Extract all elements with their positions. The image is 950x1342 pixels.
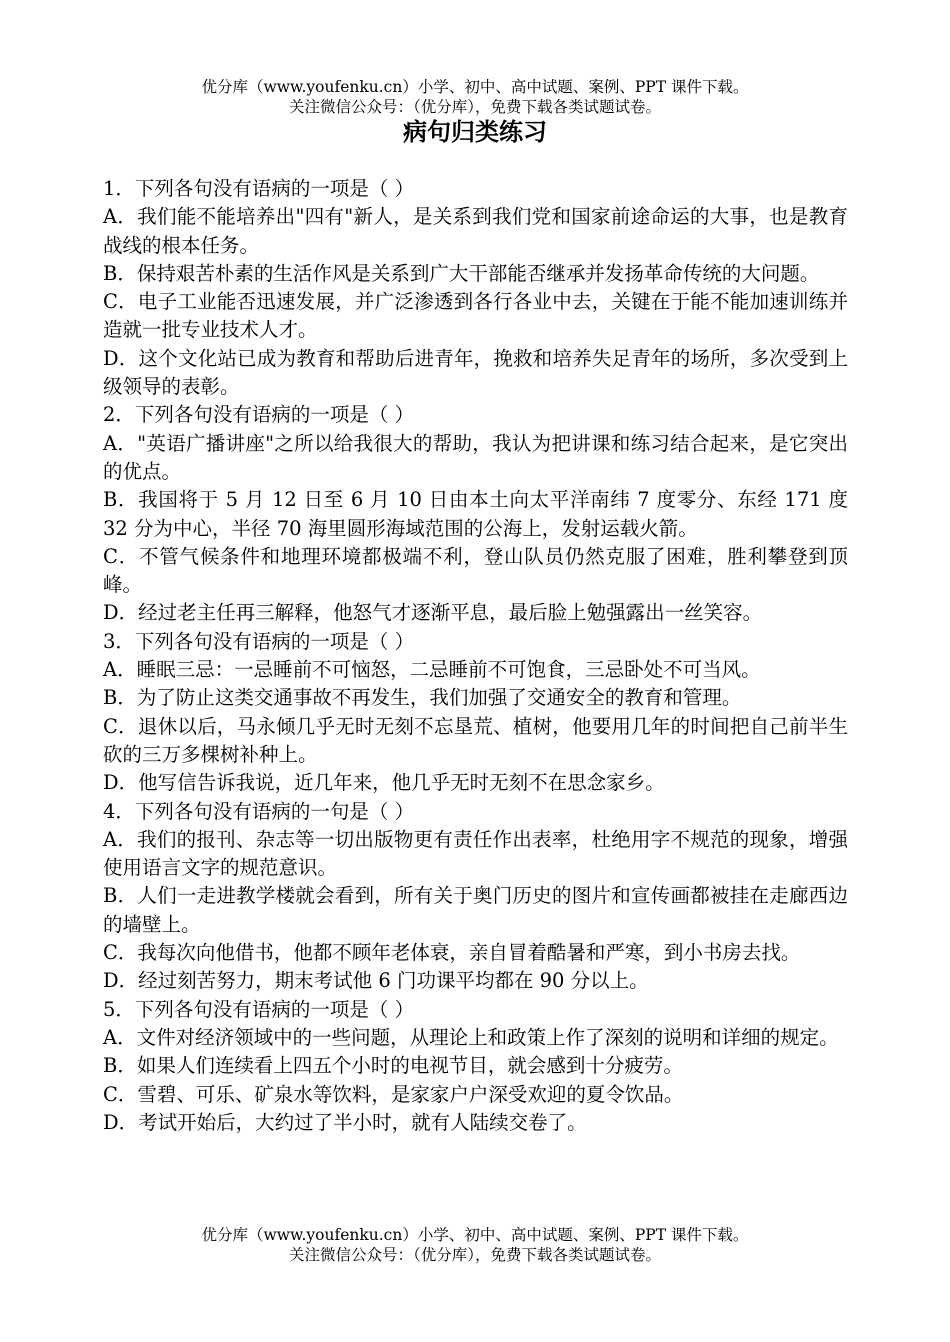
question-stem: 2．下列各句没有语病的一项是（ ）	[103, 403, 415, 427]
footer-line-2: 关注微信公众号：（优分库），免费下载各类试题试卷。	[288, 1246, 661, 1264]
questions-body	[103, 175, 848, 1137]
option-b: B．如果人们连续看上四五个小时的电视节目，就会感到十分疲劳。	[103, 1054, 683, 1078]
question-1	[103, 175, 848, 401]
option-a: A．我们能不能培养出"四有"新人，是关系到我们党和国家前途命运的大事，也是教育战线的根本任务。	[103, 205, 848, 257]
option-b: B．人们一走进教学楼就会看到，所有关于奥门历史的图片和宣传画都被挂在走廊西边的墙壁上。	[103, 884, 848, 936]
option-d: D．经过刻苦努力，期末考试他 6 门功课平均都在 90 分以上。	[103, 969, 649, 993]
option-d: D．经过老主任再三解释，他怒气才逐渐平息，最后脸上勉强露出一丝笑容。	[103, 601, 763, 625]
question-2	[103, 401, 848, 627]
question-stem: 1．下列各句没有语病的一项是（ ）	[103, 177, 415, 200]
page-title: 病句归类练习	[403, 118, 547, 146]
option-c: C．我每次向他借书，他都不顾年老体衰，亲自冒着酷暑和严寒，到小书房去找。	[103, 941, 801, 965]
question-5	[103, 996, 848, 1137]
option-c: C．电子工业能否迅速发展，并广泛渗透到各行各业中去，关键在于能不能加速训练并造就一批专业技术人才。	[103, 290, 848, 342]
option-a: A．睡眠三忌：一忌睡前不可恼怒，二忌睡前不可饱食，三忌卧处不可当风。	[103, 658, 761, 682]
option-d: D．考试开始后，大约过了半小时，就有人陆续交卷了。	[103, 1110, 587, 1134]
option-a: A．文件对经济领域中的一些问题，从理论上和政策上作了深刻的说明和详细的规定。	[103, 1025, 839, 1049]
option-c: C．雪碧、可乐、矿泉水等饮料，是家家户户深受欢迎的夏令饮品。	[103, 1082, 684, 1106]
option-a: A．我们的报刊、杂志等一切出版物更有责任作出表率，杜绝用字不规范的现象，增强使用语言文字的规范意识。	[103, 827, 848, 880]
footer-line-1: 优分库（www.youfenku.cn）小学、初中、高中试题、案例、PPT 课件下载。	[201, 1226, 749, 1244]
option-b: B．为了防止这类交通事故不再发生，我们加强了交通安全的教育和管理。	[103, 686, 742, 710]
header-line-2: 关注微信公众号：（优分库），免费下载各类试题试卷。	[288, 98, 661, 116]
option-c: C．不管气候条件和地理环境都极端不利，登山队员仍然克服了困难，胜利攀登到顶峰。	[103, 544, 848, 597]
option-d: D．他写信告诉我说，近几年来，他几乎无时无刻不在思念家乡。	[103, 771, 665, 795]
option-b: B．我国将于 5 月 12 日至 6 月 10 日由本土向太平洋南纬 7 度零分、东经 171 度 32 分为中心，半径 70 海里圆形海域范围的公海上，发射运载火箭。	[103, 488, 848, 540]
option-a: A．"英语广播讲座"之所以给我很大的帮助，我认为把讲课和练习结合起来，是它突出的优点。	[103, 431, 848, 483]
question-stem: 4．下列各句没有语病的一句是（ ）	[103, 799, 415, 823]
question-4	[103, 798, 848, 996]
option-c: C．退休以后，马永倾几乎无时无刻不忘垦荒、植树，他要用几年的时间把自己前半生砍的三万多棵树补种上。	[103, 714, 848, 766]
question-stem: 5．下列各句没有语病的一项是（ ）	[103, 997, 415, 1021]
option-b: B．保持艰苦朴素的生活作风是关系到广大干部能否继承并发扬革命传统的大问题。	[103, 261, 820, 285]
option-d: D．这个文化站已成为教育和帮助后进青年，挽救和培养失足青年的场所，多次受到上级领导的表彰。	[103, 346, 848, 399]
question-stem: 3．下列各句没有语病的一项是（ ）	[103, 629, 415, 653]
question-3	[103, 628, 848, 798]
header-line-1: 优分库（www.youfenku.cn）小学、初中、高中试题、案例、PPT 课件下载。	[201, 78, 749, 96]
